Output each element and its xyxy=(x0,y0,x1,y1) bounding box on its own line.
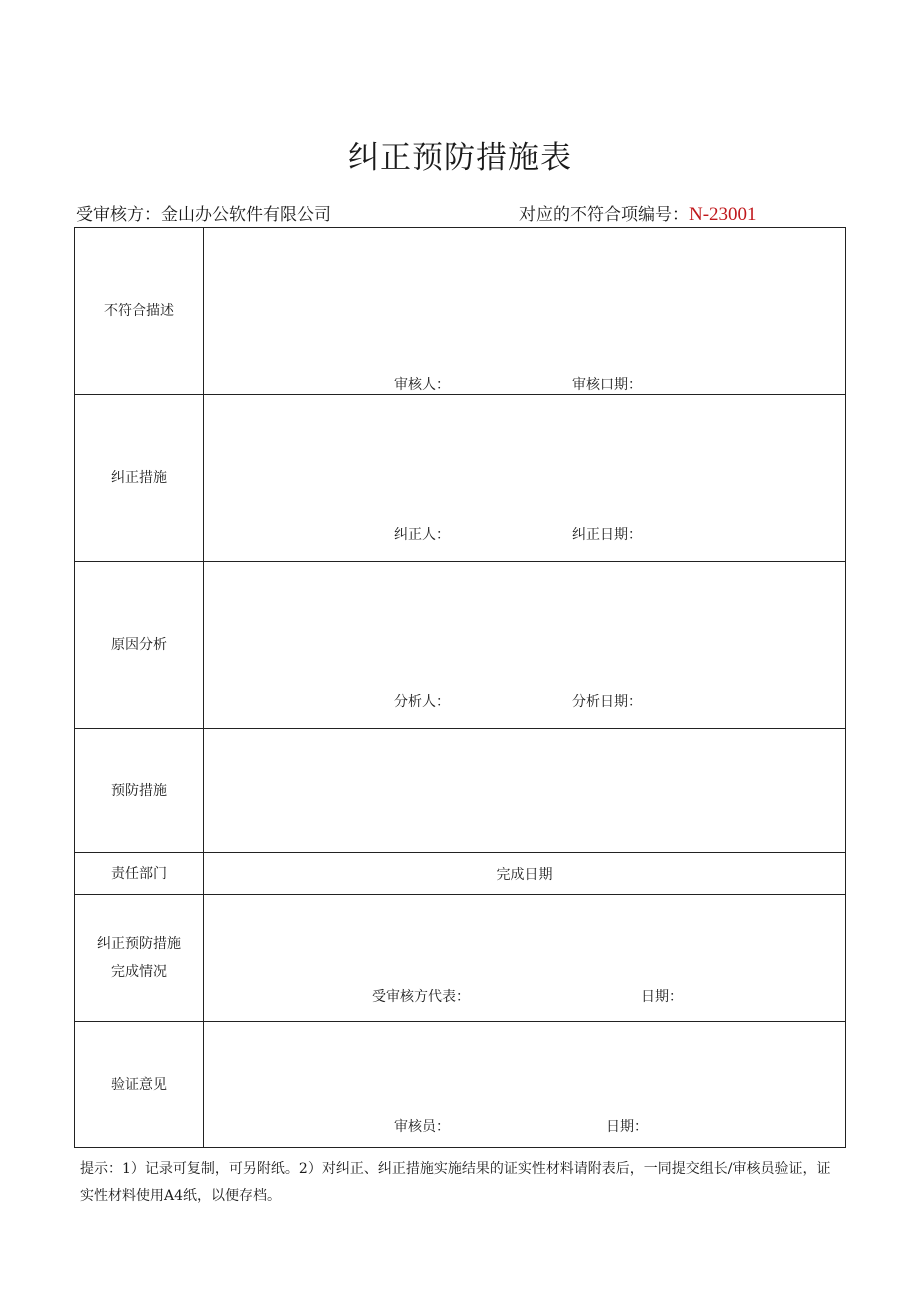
auditee-rep-label: 受审核方代表： xyxy=(372,989,470,1005)
signer-auditor-label: 审核人： xyxy=(394,377,450,393)
completion-sign-date-label: 日期： xyxy=(641,989,683,1005)
audit-date-label: 审核口期： xyxy=(572,377,642,393)
label-verification: 验证意见 xyxy=(75,1022,204,1148)
corrective-action-table xyxy=(74,227,846,1148)
field-cause[interactable] xyxy=(204,562,846,729)
nc-number-line xyxy=(519,203,757,227)
correction-date-label: 纠正日期： xyxy=(572,527,642,543)
signer-analyst-label: 分析人： xyxy=(394,694,450,710)
nc-number-label: 对应的不符合项编号： xyxy=(519,205,689,225)
completion-date-label: 完成日期 xyxy=(204,853,846,895)
label-completion xyxy=(75,895,204,1022)
label-responsibility: 责任部门 xyxy=(75,853,204,895)
auditee-label: 受审核方： xyxy=(76,205,161,225)
signer-corrector-label: 纠正人： xyxy=(394,527,450,543)
field-corrective[interactable] xyxy=(204,395,846,562)
verification-date-label: 日期： xyxy=(606,1119,648,1135)
nc-number-value: N-23001 xyxy=(689,204,757,225)
row-completion xyxy=(75,895,846,1022)
field-completion[interactable] xyxy=(204,895,846,1022)
row-preventive xyxy=(75,729,846,853)
row-corrective xyxy=(75,395,846,562)
label-cause: 原因分析 xyxy=(75,562,204,729)
field-preventive[interactable] xyxy=(204,729,846,853)
label-completion-line2: 完成情况 xyxy=(111,964,167,980)
label-corrective: 纠正措施 xyxy=(75,395,204,562)
signer-auditor2-label: 审核员： xyxy=(394,1119,450,1135)
field-verification[interactable] xyxy=(204,1022,846,1148)
label-completion-line1: 纠正预防措施 xyxy=(97,936,181,952)
row-responsibility xyxy=(75,853,846,895)
analysis-date-label: 分析日期： xyxy=(572,694,642,710)
auditee-line xyxy=(76,203,331,227)
footnote: 提示：1）记录可复制，可另附纸。2）对纠正、纠正措施实施结果的证实性材料请附表后，一同提交组长/审核员验证，证实性材料使用A4纸，以便存档。 xyxy=(80,1161,831,1204)
auditee-value: 金山办公软件有限公司 xyxy=(161,205,331,225)
row-cause xyxy=(75,562,846,729)
field-nonconformity[interactable] xyxy=(204,228,846,395)
page-title: 纠正预防措施表 xyxy=(348,140,572,176)
label-preventive: 预防措施 xyxy=(75,729,204,853)
label-nonconformity: 不符合描述 xyxy=(75,228,204,395)
row-nonconformity xyxy=(75,228,846,395)
row-verification xyxy=(75,1022,846,1148)
